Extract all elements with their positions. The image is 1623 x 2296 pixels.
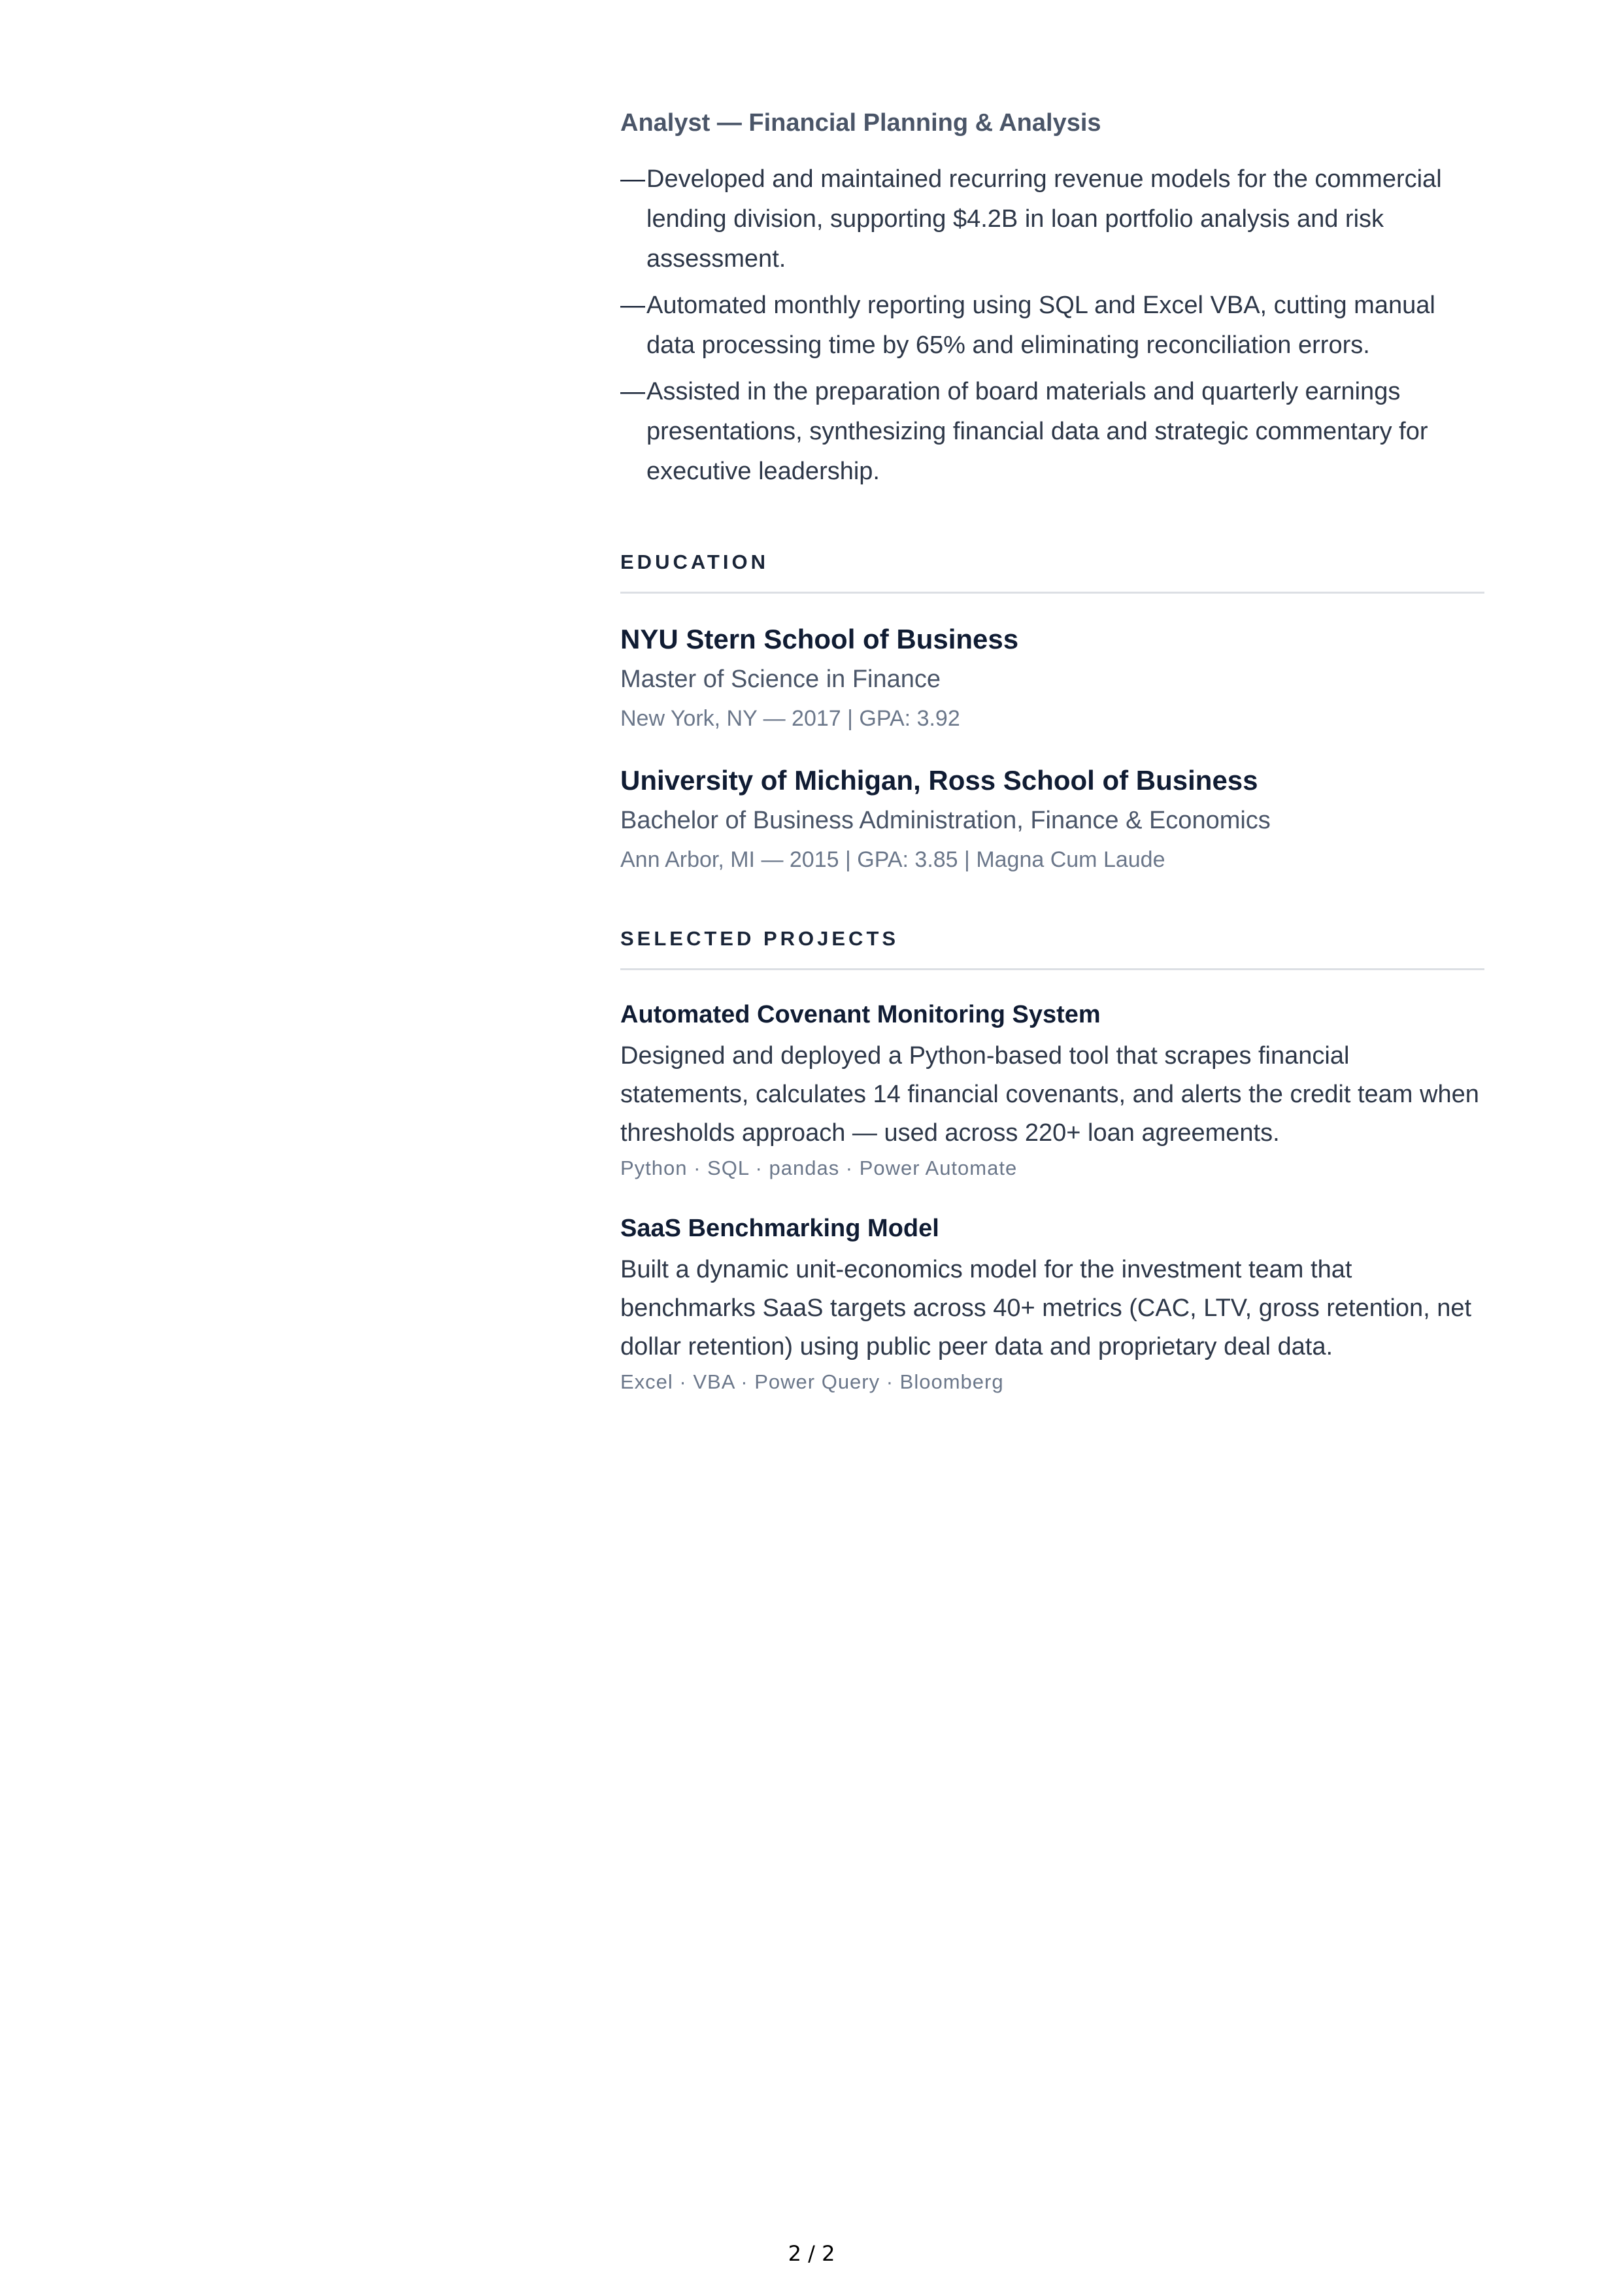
experience-bullet [620, 160, 1484, 279]
project-tech-stack: Python · SQL · pandas · Power Automate [620, 1156, 1018, 1179]
section-divider [620, 592, 1484, 594]
bullet-dash: — [620, 378, 645, 405]
bullet-dash: — [620, 165, 645, 193]
section-heading-education: EDUCATION [620, 550, 769, 573]
page-number: 2 / 2 [788, 2241, 835, 2266]
experience-continuation [620, 105, 1484, 492]
project-title: SaaS Benchmarking Model [620, 1215, 939, 1242]
projects-section [620, 926, 1484, 1396]
experience-bullet-list [620, 160, 1484, 492]
degree-name: Master of Science in Finance [620, 666, 941, 693]
project-tech-stack: Excel · VBA · Power Query · Bloomberg [620, 1370, 1004, 1393]
education-entry [620, 761, 1484, 879]
experience-bullet [620, 372, 1484, 492]
school-name: NYU Stern School of Business [620, 624, 1019, 654]
resume-page-content [620, 105, 1484, 1424]
education-entry [620, 620, 1484, 737]
project-description: Built a dynamic unit-economics model for the investment team that benchmarks SaaS targets across 40+ metrics (CAC, LTV, gross retention, net dollar retention) using public peer data and proprietary deal data. [620, 1256, 1472, 1360]
project-entry [620, 1210, 1484, 1396]
bullet-dash: — [620, 292, 645, 319]
project-entry [620, 996, 1484, 1183]
bullet-text: Automated monthly reporting using SQL and Excel VBA, cutting manual data processing time by 65% and eliminating reconciliation errors. [646, 292, 1435, 359]
section-divider [620, 968, 1484, 970]
bullet-text: Developed and maintained recurring revenue models for the commercial lending division, supporting $4.2B in loan portfolio analysis and risk assessment. [646, 165, 1442, 273]
project-description: Designed and deployed a Python-based tool that scrapes financial statements, calculates 14 financial covenants, and alerts the credit team when thresholds approach — used across 220+ loan agreements. [620, 1042, 1479, 1147]
education-section [620, 549, 1484, 879]
school-name: University of Michigan, Ross School of Business [620, 765, 1258, 796]
role-title: Analyst — Financial Planning & Analysis [620, 109, 1101, 137]
education-meta: New York, NY — 2017 | GPA: 3.92 [620, 706, 960, 731]
section-heading-projects: SELECTED PROJECTS [620, 927, 899, 950]
education-meta: Ann Arbor, MI — 2015 | GPA: 3.85 | Magna Cum Laude [620, 847, 1165, 872]
experience-bullet [620, 286, 1484, 365]
bullet-text: Assisted in the preparation of board materials and quarterly earnings presentations, synthesizing financial data and strategic commentary for executive leadership. [646, 378, 1428, 485]
project-title: Automated Covenant Monitoring System [620, 1001, 1101, 1028]
degree-name: Bachelor of Business Administration, Finance & Economics [620, 807, 1271, 834]
